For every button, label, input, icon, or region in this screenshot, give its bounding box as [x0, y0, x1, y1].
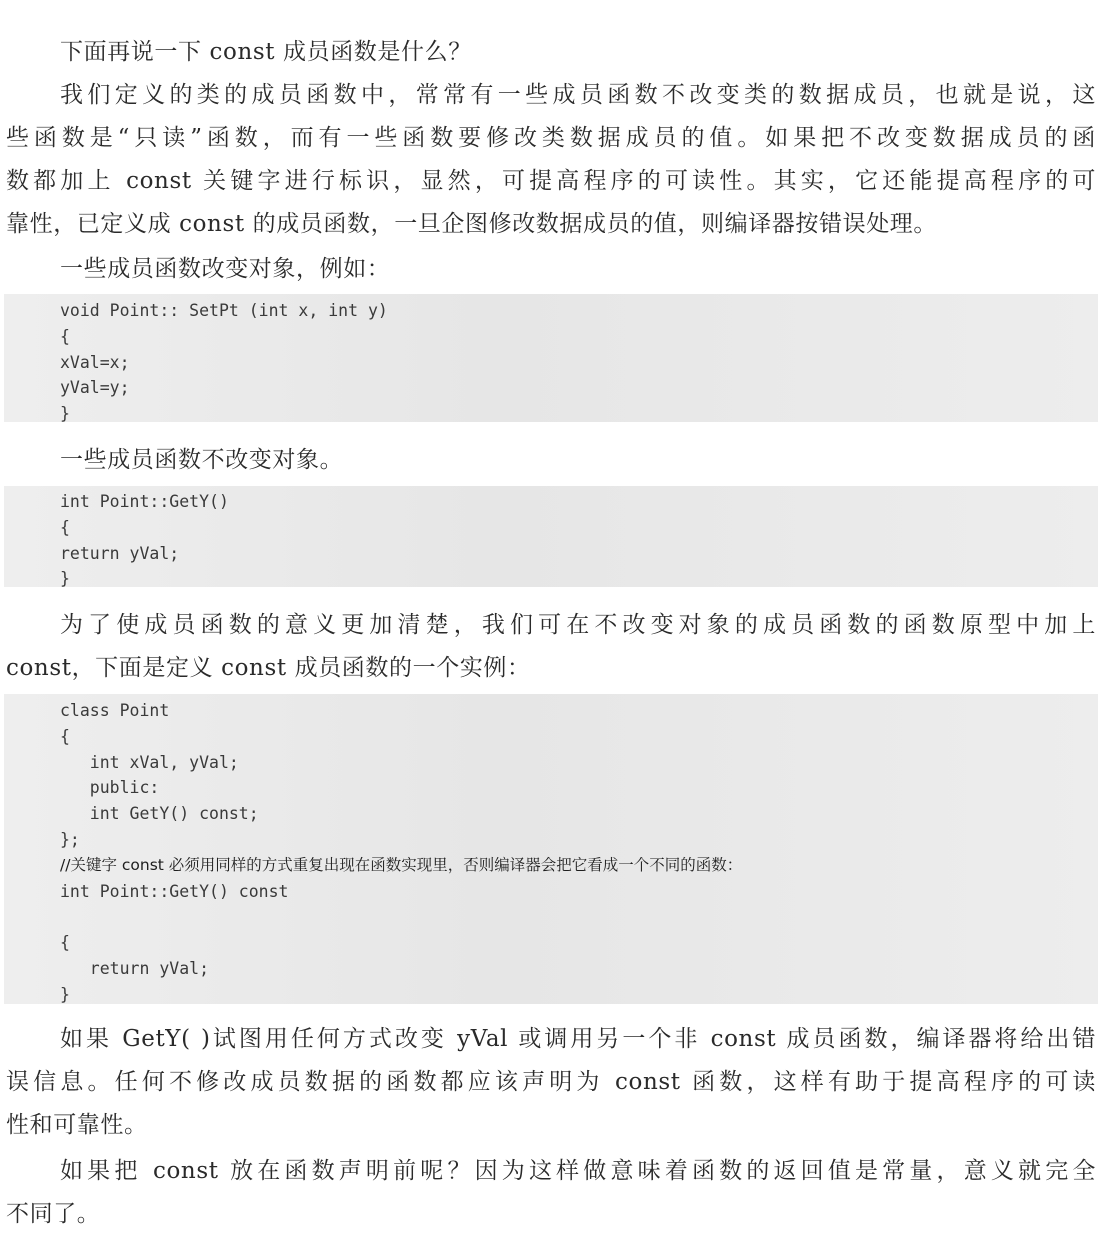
code-line: class Point [60, 701, 170, 720]
code-line: { [60, 726, 70, 746]
text-line: 性和可靠性。 [6, 1112, 148, 1138]
code-line: int Point::GetY() const [60, 881, 289, 901]
paragraph-const-definition-intro [6, 604, 1096, 690]
code-listing [60, 298, 388, 427]
code-block-setpt [4, 294, 1098, 422]
text-line: 如果 GetY( )试图用任何方式改变 yVal 或调用另一个非 const 成员函数，编译器将给出错 [60, 1026, 1096, 1052]
code-line: } [60, 404, 70, 424]
code-comment-line: //关键字 const 必须用同样的方式重复出现在函数实现里，否则编译器会把它看成一个不同的函数： [60, 855, 743, 874]
code-line: yVal=y; [60, 378, 130, 398]
code-line: xVal=x; [60, 352, 130, 372]
code-line: { [60, 326, 70, 346]
paragraph-const-explanation [6, 74, 1096, 246]
code-line: int GetY() const; [60, 804, 259, 824]
paragraph-gety-warning [6, 1018, 1096, 1147]
text-line: 误信息。任何不修改成员数据的函数都应该声明为 const 函数，这样有助于提高程序的可读 [6, 1069, 1096, 1095]
text-line: 为了使成员函数的意义更加清楚，我们可在不改变对象的成员函数的函数原型中加上 [60, 612, 1096, 638]
code-block-gety [4, 486, 1098, 587]
text-line: 一些成员函数改变对象，例如： [60, 256, 391, 282]
code-line: { [60, 517, 70, 537]
code-line: return yVal; [60, 958, 210, 978]
text-line: 我们定义的类的成员函数中，常常有一些成员函数不改变类的数据成员，也就是说，这 [60, 82, 1096, 108]
code-line: public: [60, 778, 160, 798]
code-block-class-point [4, 694, 1098, 1004]
code-listing [60, 698, 742, 1008]
paragraph-mutating-example-intro [6, 248, 1096, 291]
code-line: } [60, 984, 70, 1004]
text-line: 一些成员函数不改变对象。 [60, 447, 344, 473]
code-line: } [60, 569, 70, 589]
code-line: int xVal, yVal; [60, 752, 239, 772]
code-line: int Point::GetY() [60, 492, 229, 511]
text-line: 不同了。 [6, 1201, 101, 1227]
code-line: void Point:: SetPt (int x, int y) [60, 301, 388, 320]
code-line: }; [60, 829, 80, 849]
text-line: 些函数是“只读”函数，而有一些函数要修改类数据成员的值。如果把不改变数据成员的函 [6, 125, 1096, 151]
code-line [60, 904, 742, 930]
text-line: 下面再说一下 const 成员函数是什么？ [60, 39, 472, 65]
code-line: return yVal; [60, 543, 180, 563]
paragraph-intro [6, 31, 1096, 74]
paragraph-nonmutating-example-intro [6, 439, 1096, 482]
text-line: const，下面是定义 const 成员函数的一个实例： [6, 655, 531, 681]
code-line: { [60, 933, 70, 953]
text-line: 如果把 const 放在函数声明前呢？因为这样做意味着函数的返回值是常量，意义就完全 [60, 1158, 1096, 1184]
paragraph-const-return-value [6, 1150, 1096, 1236]
text-line: 靠性，已定义成 const 的成员函数，一旦企图修改数据成员的值，则编译器按错误处理。 [6, 211, 938, 237]
code-listing [60, 489, 229, 592]
text-line: 数都加上 const 关键字进行标识，显然，可提高程序的可读性。其实，它还能提高程序的可 [6, 168, 1096, 194]
